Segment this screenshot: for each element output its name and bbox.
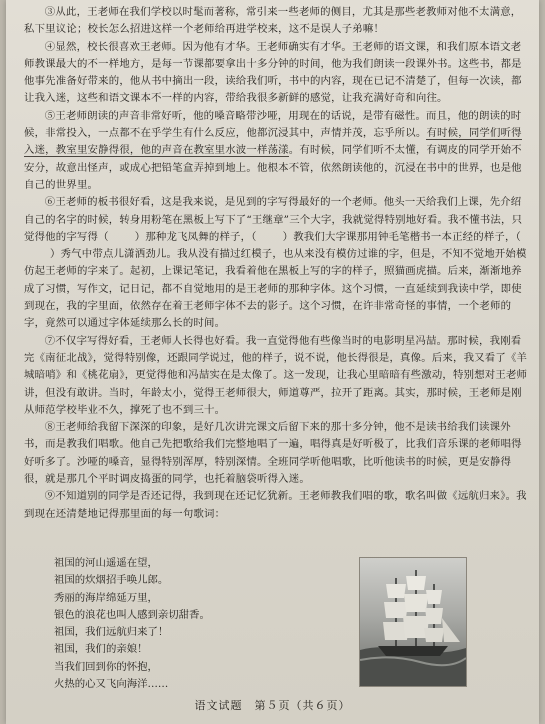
lyric-line: 祖国的河山遥遥在望，	[54, 557, 158, 569]
lyric-line: 火热的心又飞向海洋……	[54, 678, 169, 691]
article-paragraph	[24, 419, 529, 488]
song-lyrics	[54, 555, 354, 693]
lyric-line: 祖国，我们远航归来了！	[54, 626, 169, 639]
ship-icon	[360, 558, 466, 686]
paragraph-text: 。有时候，同学们听不太懂，有调皮的同学开始不安分，故意出怪声，或成心把铅笔盒弄掉到地上。他根本不管，依然朗读他的，沉浸在书中的世界，也是他自己的世界里。	[24, 144, 522, 191]
paragraph-text: ⑥王老师的板书很好看，这是我来说，是见到的字写得最好的一个老师。他头一天给我们上课，先介绍自己的名字的时候，转身用粉笔在黑板上写下了“王继章”三个大字，我就觉得特别地好看。我不懂书法，只觉得他的字写得（	[24, 196, 523, 243]
article-paragraph	[24, 108, 529, 194]
paragraph-text: ⑤王老师朗读的声音非常好听，他的嗓音略带沙哑，用现在的话说，是带有磁性。而且，他的朗读的时候，非常投入，一点都不在乎学生有什么反应，他都沉浸其中，声情并茂，忘乎所以。	[24, 109, 522, 140]
paragraph-text: ）教我们大字课那用钟毛笔楷书一本正经的样子，（	[282, 230, 522, 243]
paragraph-text: ③从此，王老师在我们学校以时髦而著称，常引来一些老师的侧目，尤其是那些老教师对他不太满意，私下里议论；校长怎么招进这样一个老师给再进学校来，这不是误人子弟嘛！	[24, 6, 522, 36]
article-paragraph	[24, 194, 529, 332]
exam-page	[6, 0, 539, 724]
paragraph-text: ）秀气中带点儿潇洒劲儿。我从没有描过红模子，也从来没有模仿过谁的字，但是，不知不觉地开始模仿起王老师的字来了。起初，上课记笔记，我看着他在黑板上写的字的样子，照猫画虎描。后来，渐渐地养成了习惯，写作文，记日记，都不自觉地用的是王老师的那种字体。这个习惯，一直延续到我读中学，即使到现在，我的字里面，依然存在着王老师字体不去的影子。这个习惯，在许非常奇怪的事情，一个老师的字，竟然可以通过字体延续那么长的时间。	[24, 248, 527, 330]
sailing-ship-illustration	[359, 557, 467, 687]
paragraph-text: ⑨不知道别的同学是否还记得，我到现在还记忆犹新。王老师教我们唱的歌，歌名叫做《远航归来》。我到现在还清楚地记得那里面的每一句歌词：	[24, 490, 527, 520]
page-footer: 语文试题 第５页（共６页）	[194, 699, 351, 712]
song-section	[24, 555, 529, 695]
paragraph-text: ）那种龙飞凤舞的样子，（	[134, 230, 257, 243]
article-body	[24, 4, 529, 523]
article-paragraph	[24, 39, 529, 108]
paragraph-text: ⑦不仅字写得好看，王老师人长得也好看。我一直觉得他有些像当时的电影明星冯喆。那时候，我刚看完《南征北战》，觉得特别像，还跟同学说过，他的样子，说不说，他长得很是，真像。后来，我又看了《羊城暗哨》和《桃花扇》，更觉得他和冯喆实在是太像了。这一发现，让我心里暗暗有些激动，特别想对王老师讲，但没有敢讲。当时，年龄太小，觉得王老师很大，师道尊严，拉开了距离。其实，那时候，王老师是刚从师范学校毕业不久，撑死了也不到三十。	[24, 334, 528, 416]
article-paragraph	[24, 488, 529, 523]
article-paragraph	[24, 333, 529, 419]
underlined-sentence: 有时候，同学们听得入迷，教室里安静得很，他的声音在教室里水波一样荡漾	[24, 127, 522, 157]
lyric-line: 秀丽的海岸绵延万里，	[54, 591, 158, 604]
lyric-line: 祖国的炊烟招手唤儿郎。	[54, 574, 169, 587]
lyric-line: 当我们回到你的怀抱，	[54, 660, 158, 673]
paragraph-text: ④显然，校长很喜欢王老师。因为他有才华。王老师确实有才华。王老师的语文课，和我们原本语文老师教课最大的不一样地方，是每一节课都要拿出十多分钟的时间，他为我们朗读一段课外书。这些书，都是他事先准备好带来的，他从书中摘出一段，读给我们听，书中的内容，现在已记不清楚了，但每一次读，都让我入迷，这些和语文课本不一样的内容，带给我很多新鲜的感觉，让我充满好奇和向往。	[24, 40, 522, 105]
lyric-line: 银色的浪花也叫人感到亲切甜香。	[54, 608, 210, 621]
lyric-line: 祖国，我们的亲娘！	[54, 643, 148, 656]
article-paragraph	[24, 4, 529, 39]
paragraph-text: ⑧王老师给我留下深深的印象，是好几次讲完课文后留下来的那十多分钟，他不是读书给我们读课外书，而是教我们唱歌。他自己先把歌给我们完整地唱了一遍，唱得真是好听极了，比我们音乐课的老师唱得好听多了。沙哑的嗓音，显得特别浑厚，特别深情。全班同学听他唱歌，比听他读书的时候，更是安静得很，就是那几个平时调皮捣蛋的同学，也托着脑袋听得入迷。	[24, 421, 522, 486]
